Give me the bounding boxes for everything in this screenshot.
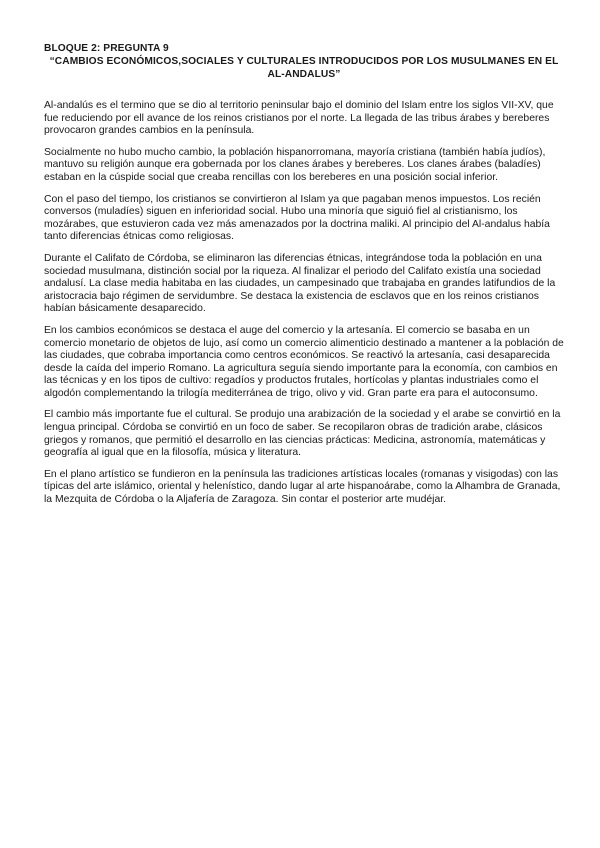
paragraph-social-2: Con el paso del tiempo, los cristianos se convirtieron al Islam ya que pagaban menos impuestos. Los recién conversos (muladíes) siguen en inferioridad social. Hubo una minoría que siguió fiel al cristianismo, los mozárabes, que estuvieron cada vez más amenazados por la doctrina maliki. Al principio del Al-andalus había tanto diferencias étnicas como religiosas. xyxy=(44,193,550,243)
paragraph-artistic: En el plano artístico se fundieron en la península las tradiciones artísticas locales (romanas y visigodas) con las típicas del arte islámico, oriental y helenístico, dando lugar al arte hispanoárabe, como la Alhambra de Granada, la Mezquita de Córdoba o la Aljafería de Zaragoza. Sin contar el posterior arte mudéjar. xyxy=(44,468,561,506)
paragraph-cultural: El cambio más importante fue el cultural. Se produjo una arabización de la sociedad y el arabe se convirtió en la lengua principal. Córdoba se convirtió en un foco de saber. Se recopilaron obras de tradición arabe, clásicos griegos y romanos, que permitió el desarrollo en las ciencias prácticas: Medicina, astronomía, matemáticas y geografía al igual que en la filosofía, música y literatura. xyxy=(44,409,561,459)
heading-question-label: BLOQUE 2: PREGUNTA 9 xyxy=(44,43,169,54)
paragraph-califato: Durante el Califato de Córdoba, se eliminaron las diferencias étnicas, integrándose toda la población en una sociedad musulmana, distinción social por la riqueza. Al finalizar el periodo del Califato existía una sociedad andalusí. La clase media habitaba en las ciudades, un campesinado que trabajaba en grandes latifundios de la aristocracia bajo régimen de servidumbre. Se destaca la existencia de esclavos que en los reinos cristianos habían básicamente desaparecido. xyxy=(44,252,556,315)
document-heading xyxy=(44,42,564,81)
paragraph-social-1: Socialmente no hubo mucho cambio, la población hispanorromana, mayoría cristiana (también había judíos), mantuvo su religión aunque era gobernada por los clanes árabes y bereberes. Los clanes árabes (baladíes) estaban en la cúspide social que creaba rencillas con los bereberes en una posición social inferior. xyxy=(44,146,546,183)
paragraph-economic: En los cambios económicos se destaca el auge del comercio y la artesanía. El comercio se basaba en un comercio monetario de objetos de lujo, así como un comercio alimenticio destinado a mantener a la población de las ciudades, que cobraba importancia como centros económicos. Se reactivó la artesanía, casi desaparecida desde la caída del imperio Romano. La agricultura seguía siendo importante para la economía, con cambios en las técnicas y en los tipos de cultivo: regadíos y productos frutales, hortícolas y plantas industriales como el algodón complementando la trilogía mediterránea de trigo, olivo y vid. Gran parte era para el autoconsumo. xyxy=(44,324,564,399)
paragraph-intro: Al-andalús es el termino que se dio al territorio peninsular bajo el dominio del Islam entre los siglos VII-XV, que fue reduciendo por ell avance de los reinos cristianos por el norte. La llegada de las tribus árabes y bereberes provocaron grandes cambios en la península. xyxy=(44,100,554,137)
document-body xyxy=(44,100,564,516)
heading-title: “CAMBIOS ECONÓMICOS,SOCIALES Y CULTURALES INTRODUCIDOS POR LOS MUSULMANES EN EL AL-ANDALUS” xyxy=(49,56,559,80)
